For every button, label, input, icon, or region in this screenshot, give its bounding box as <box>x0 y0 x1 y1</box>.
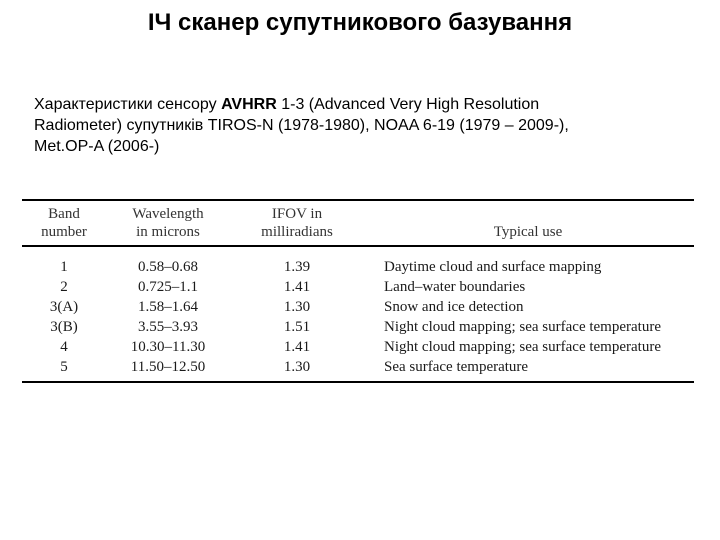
description-prefix: Характеристики сенсору <box>34 96 222 113</box>
cell-wavelength: 3.55–3.93 <box>138 319 198 335</box>
cell-wavelength: 1.58–1.64 <box>138 299 198 315</box>
header-band-line2: number <box>41 224 87 240</box>
cell-wavelength: 0.58–0.68 <box>138 259 198 275</box>
header-typical-use: Typical use <box>493 224 563 240</box>
cell-band: 4 <box>60 339 68 355</box>
table-body <box>22 246 694 382</box>
cell-band: 5 <box>60 359 68 375</box>
cell-band: 2 <box>60 279 68 295</box>
cell-wavelength: 10.30–11.30 <box>130 339 206 355</box>
cell-ifov: 1.51 <box>283 319 311 335</box>
sensor-name: AVHRR <box>221 96 277 113</box>
header-ifov <box>230 200 364 246</box>
table-row <box>22 337 694 357</box>
header-wavelength <box>106 200 230 246</box>
slide-description <box>34 94 694 157</box>
cell-use: Snow and ice detection <box>384 299 524 315</box>
cell-use: Night cloud mapping; sea surface temperature <box>384 339 661 355</box>
cell-use: Night cloud mapping; sea surface temperature <box>384 319 661 335</box>
cell-ifov: 1.41 <box>283 339 311 355</box>
cell-band: 3(A) <box>49 299 79 315</box>
header-ifov-line1: IFOV in <box>271 206 323 222</box>
header-wavelength-line1: Wavelength <box>132 206 204 222</box>
cell-use: Land–water boundaries <box>384 279 526 295</box>
table-row <box>22 297 694 317</box>
header-ifov-line2: milliradians <box>261 224 333 240</box>
cell-ifov: 1.30 <box>283 299 311 315</box>
cell-wavelength: 11.50–12.50 <box>130 359 206 375</box>
cell-ifov: 1.41 <box>283 279 311 295</box>
cell-band: 1 <box>60 259 68 275</box>
table-row <box>22 317 694 337</box>
cell-use: Daytime cloud and surface mapping <box>384 259 602 275</box>
header-band-number <box>22 200 106 246</box>
cell-use: Sea surface temperature <box>384 359 529 375</box>
table-row <box>22 357 694 382</box>
description-line1-rest: 1-3 (Advanced Very High Resolution <box>276 96 540 113</box>
header-wavelength-line2: in microns <box>136 224 200 240</box>
table-row <box>22 277 694 297</box>
description-line3: Met.OP-A (2006-) <box>34 138 160 155</box>
header-band-line1: Band <box>48 206 80 222</box>
header-row <box>22 200 694 246</box>
table-row <box>22 246 694 277</box>
avhrr-bands-table <box>22 199 694 383</box>
cell-ifov: 1.30 <box>283 359 311 375</box>
cell-wavelength: 0.725–1.1 <box>138 279 198 295</box>
slide-title: ІЧ сканер супутникового базування <box>147 9 573 36</box>
table-header <box>22 200 694 246</box>
cell-band: 3(B) <box>50 319 78 335</box>
description-line2: Radiometer) супутників TIROS-N (1978-1980), NOAA 6-19 (1979 – 2009-), <box>34 117 569 134</box>
cell-ifov: 1.39 <box>283 259 311 275</box>
